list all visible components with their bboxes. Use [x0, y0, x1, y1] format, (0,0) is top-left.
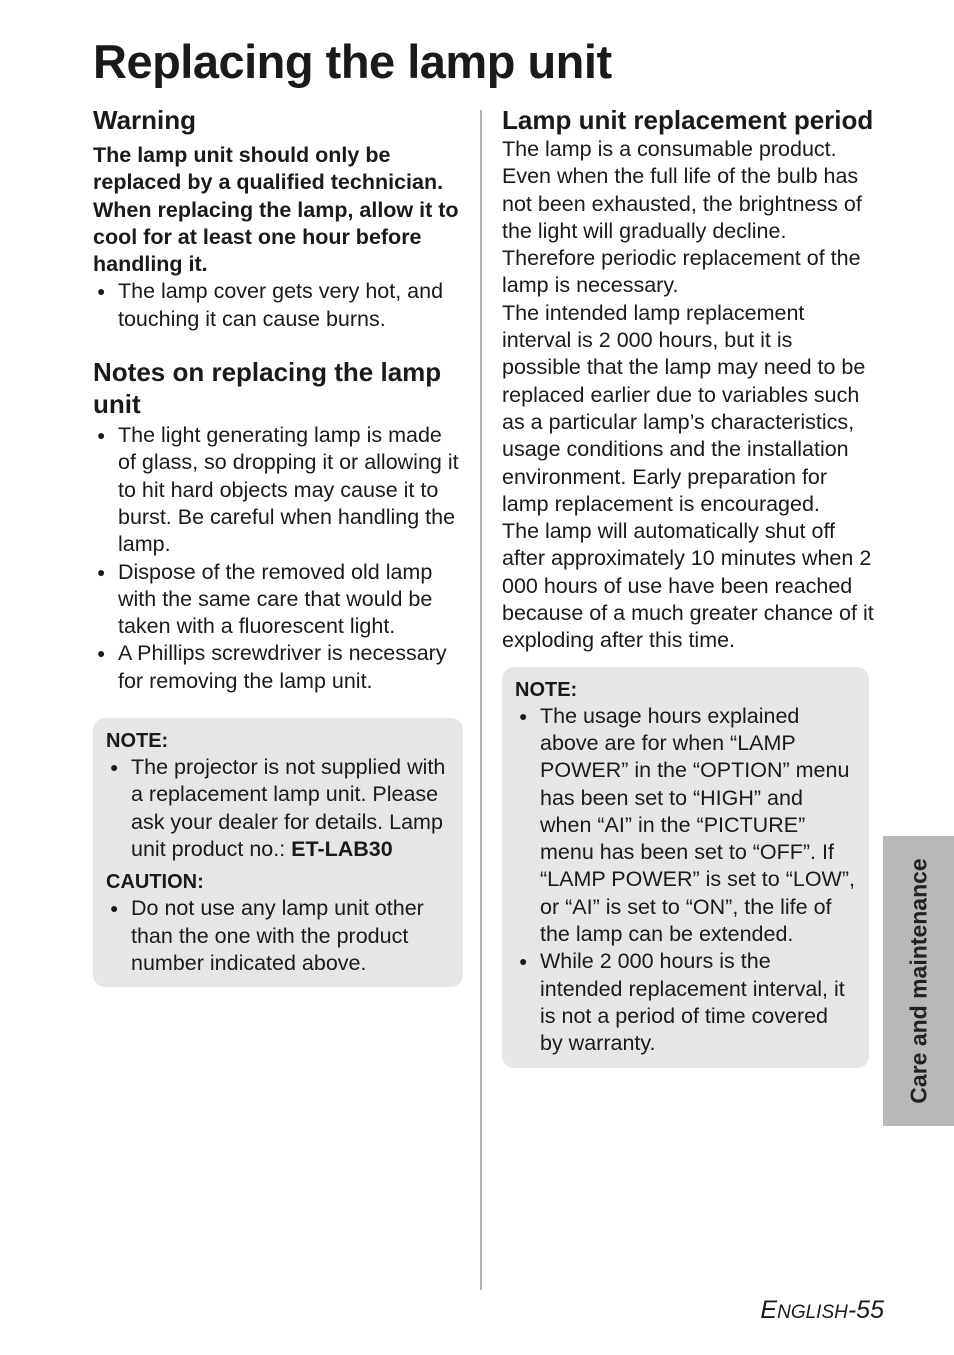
- period-section: [502, 104, 874, 655]
- period-heading: Lamp unit replacement period: [502, 105, 874, 135]
- list-item: ● The usage hours explained above are for when “LAMP POWER” in the “OPTION” menu has been set to “HIGH” and when “AI” in the “PICTURE” menu has been set to “OFF”. If “LAMP POWER” is set to “LOW”, or “AI” is set to “ON”, the life of the lamp can be extended.: [515, 703, 855, 949]
- warning-section: [93, 104, 463, 333]
- side-tab-label: Care and maintenance: [905, 858, 931, 1104]
- list-item: ● The lamp cover gets very hot, and touching it can cause burns.: [93, 278, 463, 333]
- list-item: ● A Phillips screwdriver is necessary for removing the lamp unit.: [93, 640, 463, 695]
- warning-text-qualified: The lamp unit should only be replaced by a qualified technician.: [93, 143, 444, 195]
- note-title: NOTE:: [106, 730, 169, 753]
- product-number: ET-LAB30: [291, 836, 393, 861]
- warning-bullets: [93, 278, 463, 333]
- period-paragraph-2: The intended lamp replacement interval is 2 000 hours, but it is possible that the lamp may need to be replaced earlier due to variables such as a particular lamp’s characteristics, usage conditions and the installation environment. Early preparation for lamp replacement is encouraged.: [502, 300, 866, 516]
- period-paragraph-3: The lamp will automatically shut off after approximately 10 minutes when 2 000 hours of use have been reached because of a much greater chance of it exploding after this time.: [502, 519, 874, 653]
- note-bullets: [515, 703, 855, 1058]
- caution-title: CAUTION:: [106, 871, 204, 894]
- right-column: [502, 104, 874, 1068]
- page-title: Replacing the lamp unit: [93, 35, 612, 88]
- footer-lang-initial: E: [760, 1296, 778, 1324]
- warning-heading: Warning: [93, 105, 197, 135]
- notes-bullets: [93, 422, 463, 695]
- note-title: NOTE:: [515, 678, 578, 701]
- footer-lang-rest: NGLISH: [777, 1302, 848, 1323]
- list-item: ● Do not use any lamp unit other than the one with the product number indicated above.: [106, 895, 449, 977]
- right-note-box: [502, 667, 869, 1068]
- list-item: [106, 754, 449, 863]
- page-footer: [760, 1296, 884, 1325]
- note-text: The projector is not supplied with a replacement lamp unit. Please ask your dealer for details. Lamp unit product no.:: [131, 755, 446, 861]
- notes-heading: Notes on replacing the lamp unit: [93, 357, 442, 420]
- warning-text-cool: When replacing the lamp, allow it to cool for at least one hour before handling it.: [93, 197, 459, 277]
- section-side-tab: [883, 836, 954, 1126]
- caution-bullets: [106, 895, 449, 977]
- note-bullets: [106, 754, 449, 863]
- left-note-box: [93, 718, 463, 987]
- list-item: ● The light generating lamp is made of glass, so dropping it or allowing it to hit hard objects may cause it to burst. Be careful when handling the lamp.: [93, 422, 463, 558]
- list-item: ● Dispose of the removed old lamp with the same care that would be taken with a fluorescent light.: [93, 559, 463, 641]
- page-number: -55: [847, 1296, 884, 1324]
- left-column: [93, 104, 463, 987]
- period-paragraph-1: The lamp is a consumable product. Even when the full life of the bulb has not been exhausted, the brightness of the light will gradually decline. Therefore periodic replacement of the lamp is necessary.: [502, 137, 862, 298]
- notes-section: [93, 356, 463, 695]
- column-divider: [480, 110, 482, 1290]
- list-item: ● While 2 000 hours is the intended replacement interval, it is not a period of time covered by warranty.: [515, 948, 855, 1057]
